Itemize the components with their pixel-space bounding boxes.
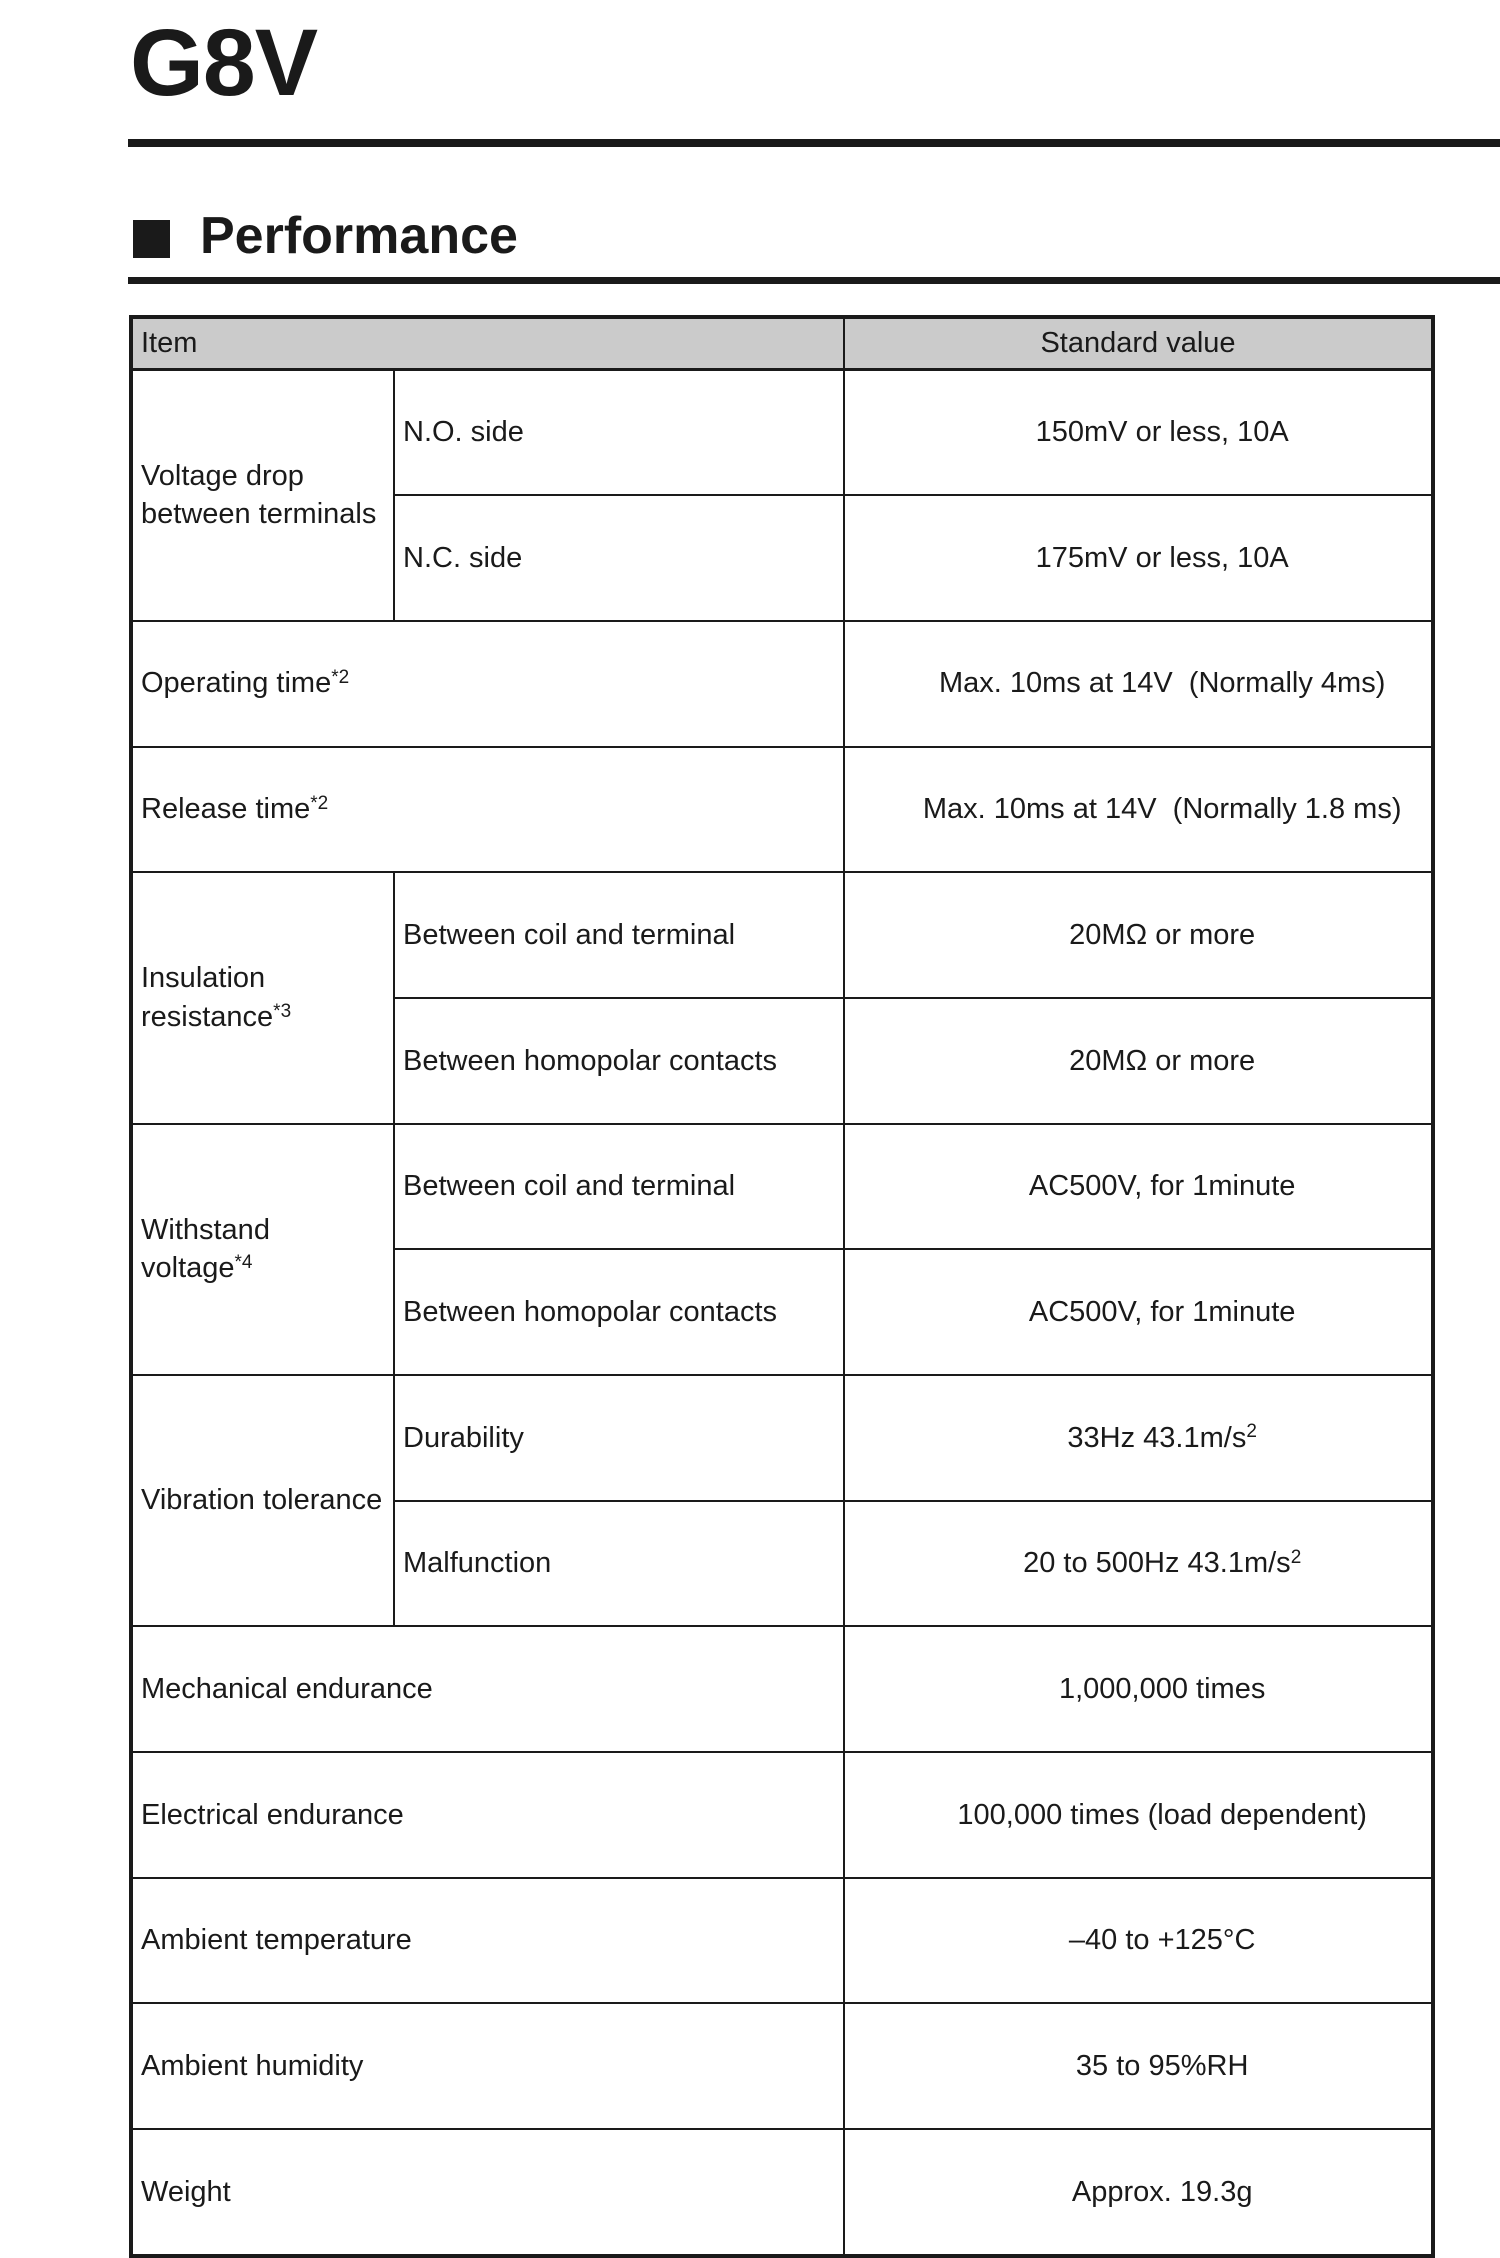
value-label: –40 to +125°C bbox=[1068, 1924, 1256, 1957]
sub-label: Between homopolar contacts bbox=[403, 1295, 777, 1328]
value-cell-weight bbox=[844, 2129, 1433, 2256]
sub-label: Durability bbox=[403, 1421, 524, 1454]
table-row bbox=[131, 872, 1433, 998]
item-label: Ambient temperature bbox=[141, 1924, 412, 1957]
item-label: Voltage drop between terminals bbox=[141, 459, 377, 531]
item-cell-vibration-tolerance bbox=[131, 1375, 394, 1626]
header-cell-standard-value bbox=[844, 317, 1433, 369]
item-cell-mechanical-endurance bbox=[131, 1626, 844, 1752]
header-cell-item bbox=[131, 317, 844, 369]
value-label: 33Hz 43.1m/s bbox=[1067, 1421, 1247, 1454]
value-cell-electrical-endurance bbox=[844, 1752, 1433, 1878]
value-cell-withstand-coil-terminal bbox=[844, 1124, 1433, 1250]
item-cell-insulation-resistance bbox=[131, 872, 394, 1123]
item-cell-weight bbox=[131, 2129, 844, 2256]
item-label: Withstand voltage bbox=[141, 1213, 270, 1285]
table-row bbox=[131, 621, 1433, 747]
sub-cell-insulation-coil-terminal bbox=[394, 872, 844, 998]
value-label: AC500V, for 1minute bbox=[1028, 1295, 1296, 1328]
table-header-row bbox=[131, 317, 1433, 369]
table-row bbox=[131, 1752, 1433, 1878]
value-label: Max. 10ms at 14V (Normally 1.8 ms) bbox=[922, 793, 1402, 826]
item-cell-withstand-voltage bbox=[131, 1124, 394, 1375]
sub-cell-insulation-homopolar bbox=[394, 998, 844, 1124]
footnote-ref: *2 bbox=[331, 667, 350, 689]
sub-label: Between coil and terminal bbox=[403, 1170, 736, 1203]
table-row bbox=[131, 2129, 1433, 2256]
item-label: Operating time bbox=[141, 667, 332, 700]
item-label: Vibration tolerance bbox=[141, 1484, 383, 1517]
page-title-text: G8V bbox=[130, 10, 318, 116]
sub-label: N.C. side bbox=[403, 541, 523, 574]
value-label: 20MΩ or more bbox=[1069, 1044, 1256, 1077]
item-cell-ambient-humidity bbox=[131, 2003, 844, 2129]
table-row bbox=[131, 747, 1433, 873]
item-label: Ambient humidity bbox=[141, 2050, 364, 2082]
item-label: Mechanical endurance bbox=[141, 1672, 433, 1705]
footnote-ref: *4 bbox=[234, 1252, 253, 1274]
table-row bbox=[131, 1878, 1433, 2004]
value-cell-ambient-temperature bbox=[844, 1878, 1433, 2004]
table-row bbox=[131, 2003, 1433, 2129]
item-label: Weight bbox=[141, 2175, 231, 2208]
value-cell-operating-time bbox=[844, 621, 1433, 747]
superscript: 2 bbox=[1246, 1421, 1257, 1443]
value-label: 100,000 times (load dependent) bbox=[957, 1798, 1367, 1831]
value-cell-nc-side bbox=[844, 495, 1433, 621]
item-label: Release time bbox=[141, 793, 311, 826]
item-cell-release-time bbox=[131, 747, 844, 873]
value-label: 35 to 95%RH bbox=[1075, 2050, 1249, 2082]
table-row bbox=[131, 1124, 1433, 1250]
sub-cell-durability bbox=[394, 1375, 844, 1501]
item-label: Insulation resistance bbox=[141, 962, 274, 1033]
item-cell-operating-time bbox=[131, 621, 844, 747]
performance-table bbox=[129, 315, 1435, 2258]
section-bullet-icon bbox=[133, 220, 170, 258]
value-cell-withstand-homopolar bbox=[844, 1249, 1433, 1375]
item-cell-ambient-temperature bbox=[131, 1878, 844, 2004]
superscript: 2 bbox=[1290, 1547, 1302, 1569]
value-label: 150mV or less, 10A bbox=[1035, 416, 1289, 449]
value-cell-insulation-homopolar bbox=[844, 998, 1433, 1124]
item-cell-voltage-drop bbox=[131, 369, 394, 621]
sub-cell-malfunction bbox=[394, 1501, 844, 1627]
header-item-label: Item bbox=[141, 326, 198, 359]
sub-cell-withstand-coil-terminal bbox=[394, 1124, 844, 1250]
header-value-label: Standard value bbox=[1040, 326, 1236, 359]
footnote-ref: *2 bbox=[310, 793, 329, 815]
sub-label: N.O. side bbox=[403, 416, 524, 449]
value-cell-durability bbox=[844, 1375, 1433, 1501]
sub-label: Between homopolar contacts bbox=[403, 1044, 777, 1077]
value-label: Approx. 19.3g bbox=[1071, 2175, 1253, 2208]
table-row bbox=[131, 1375, 1433, 1501]
value-cell-ambient-humidity bbox=[844, 2003, 1433, 2129]
table-row bbox=[131, 1626, 1433, 1752]
sub-label: Between coil and terminal bbox=[403, 918, 736, 951]
value-label: 20MΩ or more bbox=[1069, 918, 1256, 951]
section-title: Performance bbox=[200, 207, 518, 265]
value-label: 1,000,000 times bbox=[1058, 1672, 1266, 1705]
value-cell-mechanical-endurance bbox=[844, 1626, 1433, 1752]
sub-label: Malfunction bbox=[403, 1547, 552, 1580]
value-cell-no-side bbox=[844, 369, 1433, 495]
sub-cell-withstand-homopolar bbox=[394, 1249, 844, 1375]
sub-cell-no-side bbox=[394, 369, 844, 495]
value-label: AC500V, for 1minute bbox=[1028, 1170, 1296, 1203]
item-label: Electrical endurance bbox=[141, 1798, 404, 1831]
value-cell-insulation-coil-terminal bbox=[844, 872, 1433, 998]
sub-cell-nc-side bbox=[394, 495, 844, 621]
value-label: 20 to 500Hz 43.1m/s bbox=[1023, 1547, 1291, 1580]
value-cell-release-time bbox=[844, 747, 1433, 873]
page-title bbox=[130, 10, 318, 116]
value-label: Max. 10ms at 14V (Normally 4ms) bbox=[938, 667, 1386, 700]
divider-rule-bottom bbox=[128, 277, 1500, 284]
footnote-ref: *3 bbox=[273, 1000, 292, 1022]
value-label: 175mV or less, 10A bbox=[1035, 541, 1289, 574]
value-cell-malfunction bbox=[844, 1501, 1433, 1627]
section-heading bbox=[133, 207, 518, 265]
table-row bbox=[131, 369, 1433, 495]
item-cell-electrical-endurance bbox=[131, 1752, 844, 1878]
divider-rule-top bbox=[128, 139, 1500, 147]
